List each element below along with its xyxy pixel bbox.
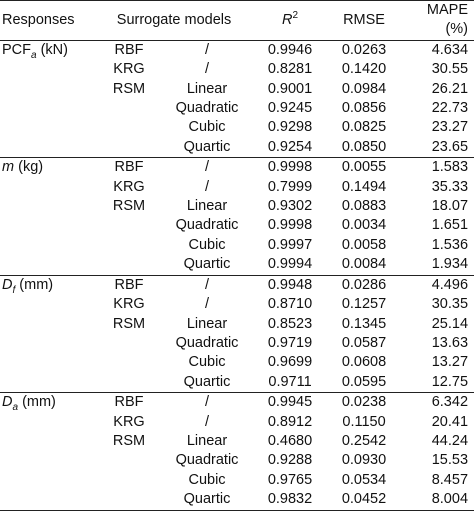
model-type-cell	[96, 490, 162, 510]
r2-cell: 0.9288	[267, 452, 313, 469]
model-variant-cell: Cubic	[188, 354, 226, 371]
response-symbol: D	[2, 394, 13, 411]
table-row	[0, 413, 474, 432]
r2-cell: 0.9298	[267, 119, 313, 136]
model-variant-cell: /	[162, 158, 252, 178]
table-row	[0, 197, 474, 216]
rmse-cell: 0.0587	[341, 334, 387, 351]
model-variant-cell: Linear	[186, 80, 228, 97]
table-row	[0, 471, 474, 490]
table-header	[0, 1, 474, 41]
r2-cell: 0.9998	[267, 217, 313, 234]
header-row	[0, 1, 474, 41]
rmse-cell: 0.0930	[341, 452, 387, 469]
mape-cell: 15.53	[431, 452, 469, 469]
mape-cell: 26.21	[431, 80, 469, 97]
table-row	[0, 451, 474, 470]
r2-cell: 0.9254	[267, 138, 313, 155]
table-row	[0, 40, 474, 60]
mape-cell: 1.934	[431, 256, 469, 273]
rmse-cell: 0.0825	[341, 119, 387, 136]
response-label	[0, 178, 96, 197]
model-type-cell	[96, 216, 162, 235]
response-label	[0, 334, 96, 353]
table-row	[0, 236, 474, 255]
response-unit: (kg)	[14, 159, 44, 176]
table-row	[0, 315, 474, 334]
rmse-cell: 0.0856	[341, 100, 387, 117]
model-variant-cell: Quadratic	[175, 452, 239, 469]
model-type-cell	[96, 451, 162, 470]
rmse-cell: 0.0238	[328, 393, 400, 413]
rmse-cell: 0.0286	[328, 275, 400, 295]
response-unit: (mm)	[18, 394, 56, 411]
model-variant-cell: /	[162, 275, 252, 295]
model-type-cell	[96, 118, 162, 137]
model-type-cell	[96, 373, 162, 393]
mape-cell: 4.634	[400, 40, 474, 60]
mape-cell: 18.07	[431, 198, 469, 215]
table-row	[0, 490, 474, 510]
response-label	[0, 413, 96, 432]
model-variant-cell: /	[204, 296, 210, 313]
rmse-cell: 0.0058	[341, 236, 387, 253]
rmse-cell: 0.0850	[341, 138, 387, 155]
mape-cell: 22.73	[431, 100, 469, 117]
r2-cell: 0.4680	[267, 432, 313, 449]
mape-cell: 12.75	[431, 373, 469, 390]
response-label	[0, 60, 96, 79]
response-label	[0, 118, 96, 137]
rmse-cell: 0.1494	[341, 178, 387, 195]
rmse-cell: 0.0883	[341, 198, 387, 215]
model-variant-cell: Cubic	[188, 471, 226, 488]
r2-cell: 0.9001	[267, 80, 313, 97]
model-type-cell: RSM	[112, 432, 146, 449]
rmse-cell: 0.0595	[341, 373, 387, 390]
model-variant-cell: Linear	[186, 198, 228, 215]
rmse-cell: 0.0263	[328, 40, 400, 60]
r2-cell: 0.9832	[252, 490, 328, 510]
mape-cell: 20.41	[431, 413, 469, 430]
mape-cell: 1.651	[431, 217, 469, 234]
table-row	[0, 275, 474, 295]
table-row	[0, 60, 474, 79]
model-type-cell	[96, 471, 162, 490]
mape-cell: 4.496	[400, 275, 474, 295]
response-symbol: D	[2, 276, 13, 293]
model-variant-cell: /	[162, 40, 252, 60]
response-label	[0, 138, 96, 158]
model-variant-cell: Quadratic	[175, 100, 239, 117]
r2-cell: 0.9245	[267, 100, 313, 117]
model-type-cell: RBF	[96, 393, 162, 413]
model-type-cell: RSM	[112, 315, 146, 332]
mape-cell: 30.55	[431, 61, 469, 78]
table-row	[0, 334, 474, 353]
model-type-cell: KRG	[113, 61, 145, 78]
rmse-cell: 0.0452	[328, 490, 400, 510]
r2-cell: 0.9945	[252, 393, 328, 413]
response-label	[0, 197, 96, 216]
header-r2-base: R	[281, 11, 293, 28]
r2-cell: 0.8710	[267, 296, 313, 313]
response-label	[0, 451, 96, 470]
mape-cell: 23.65	[431, 138, 469, 155]
table-row	[0, 138, 474, 158]
mape-cell: 13.63	[431, 334, 469, 351]
response-label	[0, 432, 96, 451]
model-variant-cell: Quartic	[183, 256, 231, 273]
response-symbol: m	[2, 159, 15, 176]
r2-cell: 0.9994	[267, 256, 313, 273]
table-row	[0, 353, 474, 372]
model-variant-cell: Quadratic	[175, 334, 239, 351]
mape-cell: 30.35	[431, 296, 469, 313]
header-rmse: RMSE	[328, 1, 400, 41]
r2-cell: 0.9699	[267, 354, 313, 371]
header-r2-sup: 2	[292, 9, 299, 21]
r2-cell: 0.9948	[252, 275, 328, 295]
model-type-cell	[96, 255, 162, 275]
response-label	[0, 490, 96, 510]
table-row	[0, 99, 474, 118]
response-subscript: a	[12, 402, 19, 414]
response-subscript: f	[12, 284, 16, 296]
r2-cell: 0.7999	[267, 178, 313, 195]
model-variant-cell: Cubic	[188, 236, 226, 253]
model-variant-cell: Quartic	[183, 373, 231, 390]
table-row	[0, 118, 474, 137]
header-surrogate-models: Surrogate models	[96, 1, 252, 41]
model-type-cell: KRG	[113, 178, 145, 195]
response-label	[0, 158, 96, 178]
response-label	[0, 275, 96, 295]
model-type-cell	[96, 334, 162, 353]
table-row	[0, 255, 474, 275]
table-row	[0, 158, 474, 178]
model-variant-cell: Quartic	[162, 490, 252, 510]
mape-cell: 35.33	[431, 178, 469, 195]
response-label	[0, 216, 96, 235]
rmse-cell: 0.0608	[341, 354, 387, 371]
header-mape: MAPE (%)	[400, 1, 474, 41]
mape-cell: 23.27	[431, 119, 469, 136]
model-variant-cell: /	[204, 413, 210, 430]
mape-cell: 44.24	[431, 432, 469, 449]
response-label	[0, 393, 96, 413]
rmse-cell: 0.0055	[328, 158, 400, 178]
table-row	[0, 373, 474, 393]
response-label	[0, 40, 96, 60]
model-type-cell: RBF	[96, 158, 162, 178]
response-symbol: PCF	[2, 41, 31, 58]
rmse-cell: 0.1257	[341, 296, 387, 313]
response-label	[0, 373, 96, 393]
mape-cell: 8.004	[400, 490, 474, 510]
model-variant-cell: /	[204, 178, 210, 195]
response-unit: (mm)	[15, 276, 54, 293]
response-label	[0, 236, 96, 255]
model-type-cell: RBF	[96, 275, 162, 295]
response-label	[0, 471, 96, 490]
model-variant-cell: /	[162, 393, 252, 413]
r2-cell: 0.9719	[267, 334, 313, 351]
model-type-cell: RSM	[112, 80, 146, 97]
mape-cell: 25.14	[431, 315, 469, 332]
rmse-cell: 0.0084	[341, 256, 387, 273]
mape-cell: 1.536	[431, 236, 469, 253]
table-body	[0, 40, 474, 510]
model-variant-cell: /	[204, 61, 210, 78]
model-type-cell: RBF	[96, 40, 162, 60]
r2-cell: 0.8912	[267, 413, 313, 430]
model-variant-cell: Quartic	[183, 138, 231, 155]
r2-cell: 0.9302	[267, 198, 313, 215]
model-type-cell: KRG	[113, 296, 145, 313]
header-responses: Responses	[0, 1, 96, 41]
mape-cell: 13.27	[431, 354, 469, 371]
model-variant-cell: Linear	[186, 315, 228, 332]
table-row	[0, 178, 474, 197]
r2-cell: 0.8523	[267, 315, 313, 332]
rmse-cell: 0.1420	[341, 61, 387, 78]
table-row	[0, 216, 474, 235]
model-type-cell	[96, 138, 162, 158]
r2-cell: 0.8281	[267, 61, 313, 78]
model-variant-cell: Cubic	[188, 119, 226, 136]
table-row	[0, 295, 474, 314]
response-unit: (kN)	[36, 41, 68, 58]
model-variant-cell: Linear	[186, 432, 228, 449]
model-type-cell: RSM	[112, 198, 146, 215]
rmse-cell: 0.2542	[341, 432, 387, 449]
rmse-cell: 0.0534	[341, 471, 387, 488]
response-label	[0, 315, 96, 334]
response-subscript: a	[31, 49, 37, 61]
table-row	[0, 393, 474, 413]
table-row	[0, 432, 474, 451]
rmse-cell: 0.0034	[341, 217, 387, 234]
response-label	[0, 295, 96, 314]
model-type-cell	[96, 99, 162, 118]
rmse-cell: 0.1345	[341, 315, 387, 332]
header-r2	[252, 1, 328, 41]
mape-cell: 6.342	[400, 393, 474, 413]
r2-cell: 0.9711	[268, 373, 312, 390]
response-label	[0, 353, 96, 372]
r2-cell: 0.9765	[267, 471, 313, 488]
r2-cell: 0.9946	[252, 40, 328, 60]
response-label	[0, 80, 96, 99]
rmse-cell: 0.0984	[341, 80, 387, 97]
model-type-cell: KRG	[113, 413, 145, 430]
rmse-cell: 0.1150	[342, 413, 386, 430]
r2-cell: 0.9997	[267, 236, 313, 253]
response-label	[0, 99, 96, 118]
model-type-cell	[96, 236, 162, 255]
mape-cell: 1.583	[400, 158, 474, 178]
table-row	[0, 80, 474, 99]
model-type-cell	[96, 353, 162, 372]
mape-cell: 8.457	[431, 471, 469, 488]
response-label	[0, 255, 96, 275]
r2-cell: 0.9998	[252, 158, 328, 178]
model-variant-cell: Quadratic	[175, 217, 239, 234]
